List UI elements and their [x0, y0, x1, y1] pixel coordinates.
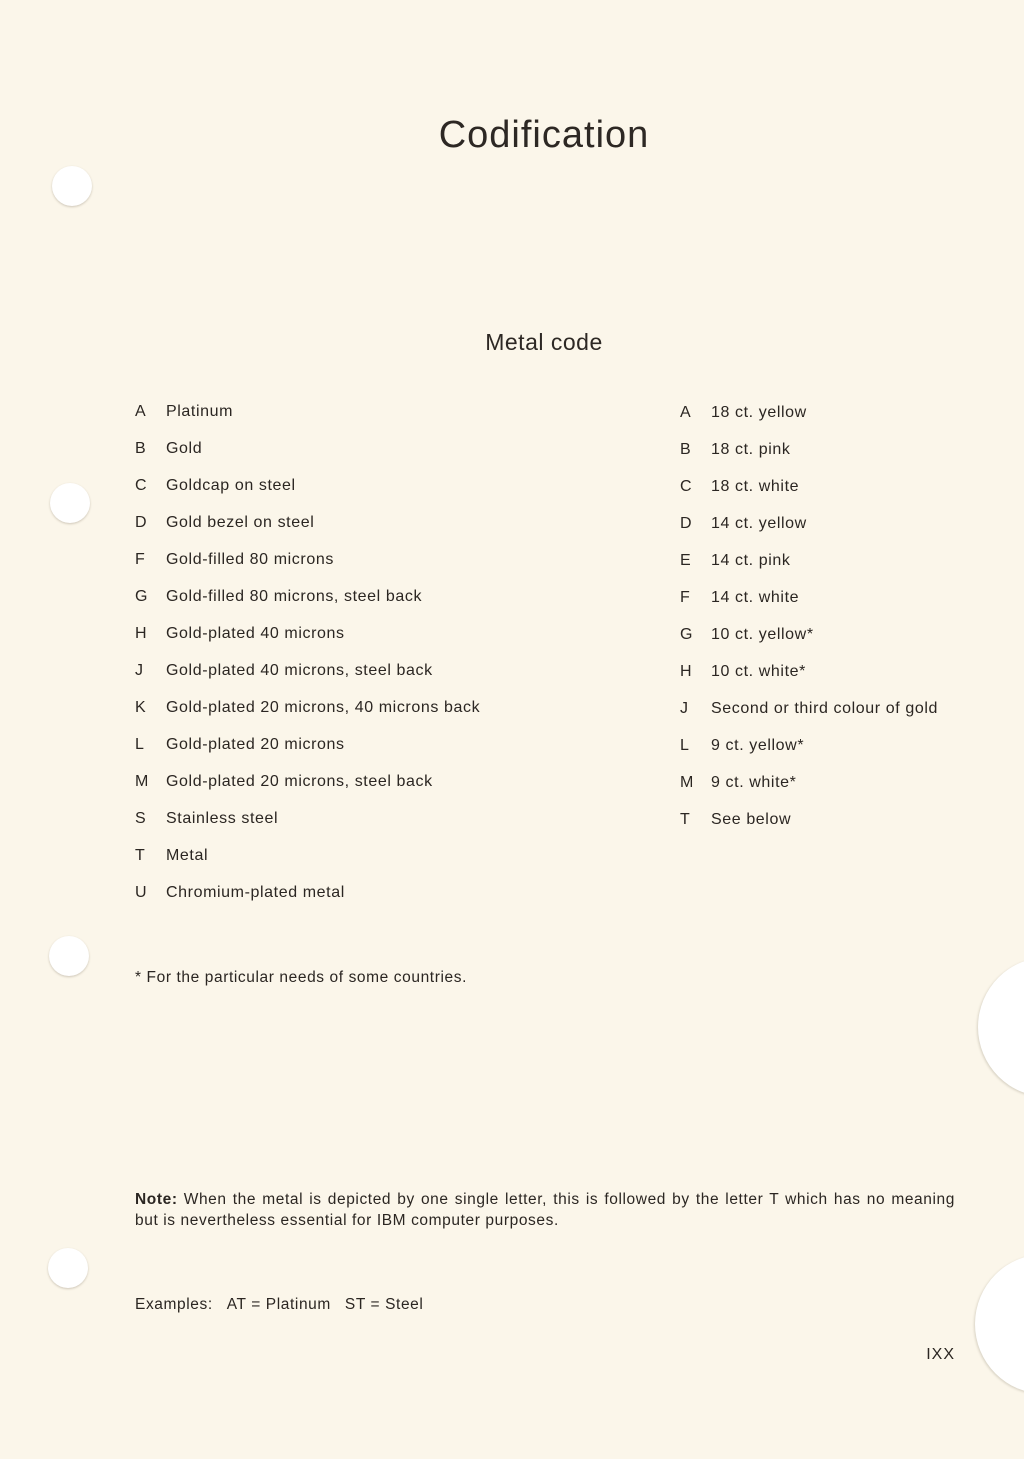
code-letter: C — [680, 478, 693, 495]
note-paragraph — [135, 1189, 955, 1231]
code-description: Gold bezel on steel — [166, 514, 315, 531]
metal-code-list — [135, 403, 480, 921]
code-row — [135, 662, 480, 699]
binder-hole — [50, 483, 90, 523]
code-letter: K — [135, 699, 147, 716]
code-row — [680, 737, 938, 774]
code-letter: S — [135, 810, 147, 827]
code-description: Gold-plated 20 microns — [166, 736, 345, 753]
code-description: Gold-plated 40 microns, steel back — [166, 662, 433, 679]
code-description: Gold-filled 80 microns — [166, 551, 334, 568]
code-row — [680, 404, 938, 441]
code-row — [680, 626, 938, 663]
code-letter: E — [680, 552, 692, 569]
code-description: Gold — [166, 440, 203, 457]
example-item: ST = Steel — [344, 1296, 424, 1313]
code-letter: D — [135, 514, 148, 531]
section-title: Metal code — [485, 329, 603, 355]
binder-hole-edge — [975, 1254, 1024, 1394]
code-description: See below — [711, 811, 792, 828]
examples-line — [135, 1296, 437, 1314]
code-letter: A — [680, 404, 692, 421]
code-description: Metal — [166, 847, 209, 864]
code-row — [680, 515, 938, 552]
code-letter: M — [135, 773, 149, 790]
code-description: 18 ct. white — [711, 478, 800, 495]
code-row — [680, 441, 938, 478]
code-row — [135, 773, 480, 810]
code-description: 14 ct. yellow — [711, 515, 807, 532]
code-description: Second or third colour of gold — [711, 700, 939, 717]
code-description: 18 ct. yellow — [711, 404, 807, 421]
code-description: 9 ct. white* — [711, 774, 797, 791]
example-item: AT = Platinum — [226, 1296, 331, 1313]
binder-hole — [49, 936, 89, 976]
code-description: Chromium-plated metal — [166, 884, 345, 901]
code-row — [680, 774, 938, 811]
code-row — [135, 588, 480, 625]
code-letter: F — [135, 551, 146, 568]
code-description: Gold-plated 40 microns — [166, 625, 345, 642]
code-letter: J — [680, 700, 689, 717]
code-row — [135, 403, 480, 440]
code-description: Gold-plated 20 microns, 40 microns back — [166, 699, 481, 716]
code-description: Gold-plated 20 microns, steel back — [166, 773, 433, 790]
code-row — [135, 514, 480, 551]
code-letter: F — [680, 589, 691, 606]
code-row — [135, 736, 480, 773]
code-description: 9 ct. yellow* — [711, 737, 805, 754]
code-description: 14 ct. white — [711, 589, 800, 606]
code-row — [680, 478, 938, 515]
code-row — [135, 551, 480, 588]
code-description: Stainless steel — [166, 810, 279, 827]
code-row — [680, 552, 938, 589]
code-description: 18 ct. pink — [711, 441, 791, 458]
code-description: Gold-filled 80 microns, steel back — [166, 588, 423, 605]
binder-hole — [48, 1248, 88, 1288]
code-row — [680, 589, 938, 626]
gold-code-list — [680, 404, 938, 848]
note-label: Note: — [135, 1191, 178, 1208]
code-row — [135, 810, 480, 847]
code-description: 14 ct. pink — [711, 552, 791, 569]
code-row — [135, 440, 480, 477]
code-row — [135, 625, 480, 662]
code-letter: H — [135, 625, 148, 642]
binder-hole-edge — [978, 957, 1024, 1097]
code-letter: M — [680, 774, 694, 791]
footnote: * For the particular needs of some countries. — [135, 969, 467, 986]
code-letter: C — [135, 477, 148, 494]
code-description: Platinum — [166, 403, 234, 420]
code-letter: T — [680, 811, 691, 828]
code-letter: H — [680, 663, 693, 680]
code-row — [680, 811, 938, 848]
code-letter: L — [135, 736, 145, 753]
code-letter: J — [135, 662, 144, 679]
code-row — [135, 477, 480, 514]
code-description: 10 ct. white* — [711, 663, 806, 680]
page-title: Codification — [438, 114, 650, 156]
code-row — [680, 663, 938, 700]
page-number: IXX — [926, 1346, 955, 1363]
code-row — [135, 699, 480, 736]
code-description: 10 ct. yellow* — [711, 626, 814, 643]
code-letter: B — [135, 440, 147, 457]
code-letter: G — [135, 588, 149, 605]
code-description: Goldcap on steel — [166, 477, 296, 494]
binder-hole — [52, 166, 92, 206]
code-letter: U — [135, 884, 148, 901]
note-text: When the metal is depicted by one single letter, this is followed by the letter T which has no meaning but is nevertheless essential for IBM computer purposes. — [135, 1191, 955, 1229]
code-letter: G — [680, 626, 694, 643]
code-letter: T — [135, 847, 146, 864]
code-letter: L — [680, 737, 690, 754]
code-row — [135, 847, 480, 884]
code-row — [135, 884, 480, 921]
code-letter: D — [680, 515, 693, 532]
code-row — [680, 700, 938, 737]
examples-label: Examples: — [135, 1296, 213, 1313]
code-letter: A — [135, 403, 147, 420]
code-letter: B — [680, 441, 692, 458]
